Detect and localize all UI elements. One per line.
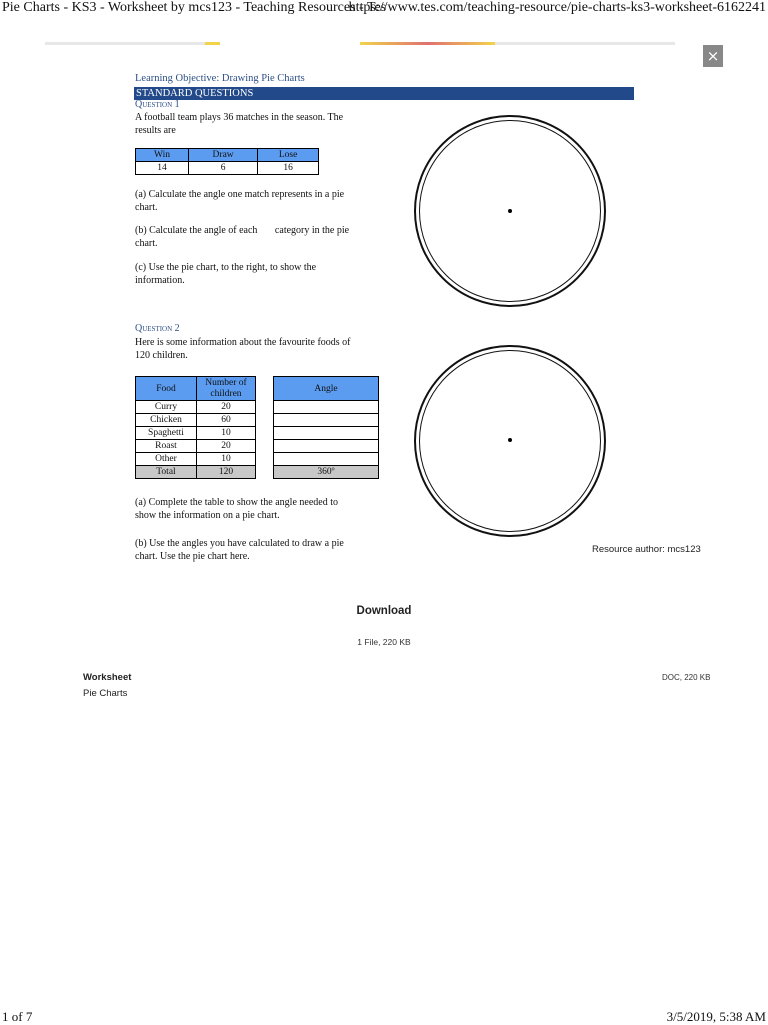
close-icon: × [706, 47, 720, 65]
angle-cell [274, 414, 379, 427]
decorative-strip [45, 42, 205, 45]
page-counter: 1 of 7 [2, 1009, 33, 1024]
page-title: Pie Charts - KS3 - Worksheet by mcs123 - Teaching Resources - Tes [2, 0, 387, 15]
table-header: Lose [258, 149, 319, 162]
table-cell: 20 [197, 440, 256, 453]
table-cell: Roast [136, 440, 197, 453]
decorative-strip [360, 42, 495, 45]
angle-cell [274, 401, 379, 414]
table-cell: Total [136, 466, 197, 479]
table-header: Draw [189, 149, 258, 162]
table-header: Win [136, 149, 189, 162]
question-1-part-b: (b) Calculate the angle of each category in the pie chart. [135, 225, 352, 249]
table-cell: 360º [274, 466, 379, 479]
table-cell: 6 [189, 162, 258, 175]
question-2-part-b: (b) Use the angles you have calculated to draw a pie chart. Use the pie chart here. [135, 538, 344, 562]
table-cell: 10 [197, 427, 256, 440]
question-1-part-c: (c) Use the pie chart, to the right, to show the information. [135, 262, 317, 286]
print-datetime: 3/5/2019, 5:38 AM [666, 1009, 766, 1024]
question-2-part-a: (a) Complete the table to show the angle needed to show the information on a pie chart. [135, 497, 338, 521]
file-format: DOC, 220 KB [662, 673, 711, 682]
table-header: Food [136, 377, 197, 401]
table-header: Number of children [197, 377, 256, 401]
angle-cell [274, 453, 379, 466]
section-header: STANDARD QUESTIONS [134, 87, 634, 100]
table-header: Angle [274, 377, 379, 401]
pie-chart-center-1 [508, 209, 512, 213]
close-button[interactable] [703, 45, 723, 67]
angle-cell [274, 427, 379, 440]
table-cell: Chicken [136, 414, 197, 427]
question-2-label: Question 2 [135, 323, 180, 334]
table-cell: Curry [136, 401, 197, 414]
question-1-intro: A football team plays 36 matches in the season. The results are [135, 112, 344, 136]
file-info: 1 File, 220 KB [357, 637, 411, 647]
question-1-label: Question 1 [135, 99, 180, 110]
table-cell: 16 [258, 162, 319, 175]
results-table [135, 148, 319, 175]
learning-objective: Learning Objective: Drawing Pie Charts [135, 73, 305, 84]
table-cell: Spaghetti [136, 427, 197, 440]
table-cell: Other [136, 453, 197, 466]
page-url: https://www.tes.com/teaching-resource/pie-charts-ks3-worksheet-6162241 [348, 0, 766, 15]
decorative-strip [205, 42, 220, 45]
table-cell: 14 [136, 162, 189, 175]
table-cell: 120 [197, 466, 256, 479]
pie-chart-center-2 [508, 438, 512, 442]
angle-table [273, 376, 379, 479]
resource-author: Resource author: mcs123 [592, 544, 701, 555]
angle-cell [274, 440, 379, 453]
food-table [135, 376, 256, 479]
question-1-part-a: (a) Calculate the angle one match represents in a pie chart. [135, 189, 345, 213]
file-type: Worksheet [83, 672, 132, 683]
table-cell: 20 [197, 401, 256, 414]
question-2-intro: Here is some information about the favourite foods of 120 children. [135, 337, 351, 361]
table-cell: 60 [197, 414, 256, 427]
decorative-strip [495, 42, 675, 45]
download-button[interactable]: Download [356, 605, 412, 617]
table-cell: 10 [197, 453, 256, 466]
file-name-link[interactable]: Pie Charts [83, 688, 128, 699]
